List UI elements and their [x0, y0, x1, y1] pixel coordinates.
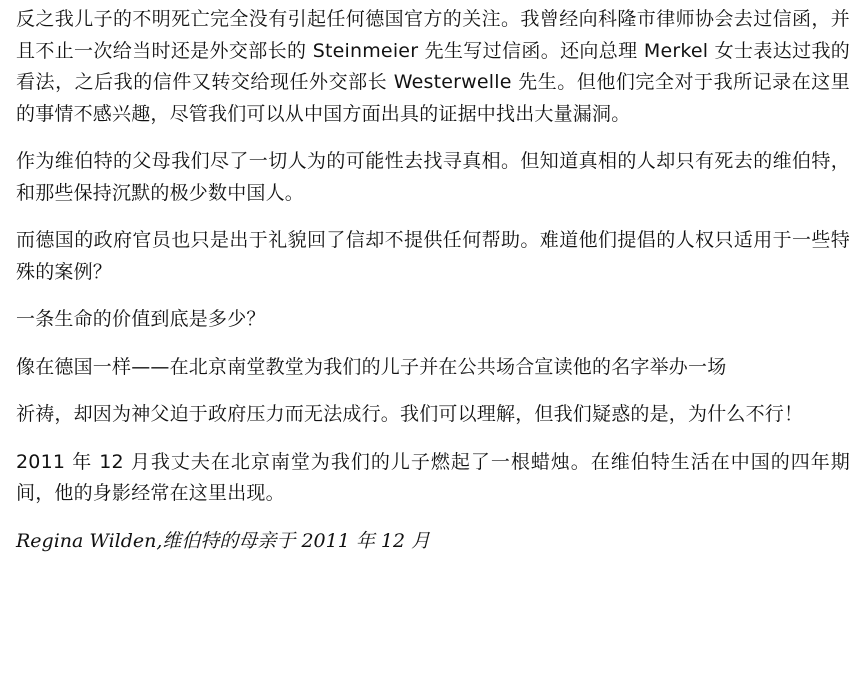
paragraph-3: 而德国的政府官员也只是出于礼貌回了信却不提供任何帮助。难道他们提倡的人权只适用于一些特殊的案例？ [16, 229, 850, 283]
paragraph-1: 反之我儿子的不明死亡完全没有引起任何德国官方的关注。我曾经向科隆市律师协会去过信函，并且不止一次给当时还是外交部长的 Steinmeier 先生写过信函。还向总理 Merkel 女士表达过我的看法，之后我的信件又转交给现任外交部长 Westerwelle 先生。但他们完全对于我所记录在这里的事情不感兴趣，尽管我们可以从中国方面出具的证据中找出大量漏洞。 [16, 8, 850, 125]
paragraph-6: 祈祷，却因为神父迫于政府压力而无法成行。我们可以理解，但我们疑惑的是，为什么不行！ [16, 403, 804, 425]
paragraph-7: 2011 年 12 月我丈夫在北京南堂为我们的儿子燃起了一根蜡烛。在维伯特生活在中国的四年期间，他的身影经常在这里出现。 [16, 450, 850, 504]
paragraph-4: 一条生命的价值到底是多少？ [16, 308, 266, 330]
paragraph-5: 像在德国一样——在北京南堂教堂为我们的儿子并在公共场合宣读他的名字举办一场 [16, 355, 727, 378]
signature-line: Regina Wilden,维伯特的母亲于 2011 年 12 月 [16, 529, 431, 552]
paragraph-2: 作为维伯特的父母我们尽了一切人为的可能性去找寻真相。但知道真相的人却只有死去的维伯特，和那些保持沉默的极少数中国人。 [16, 150, 850, 204]
